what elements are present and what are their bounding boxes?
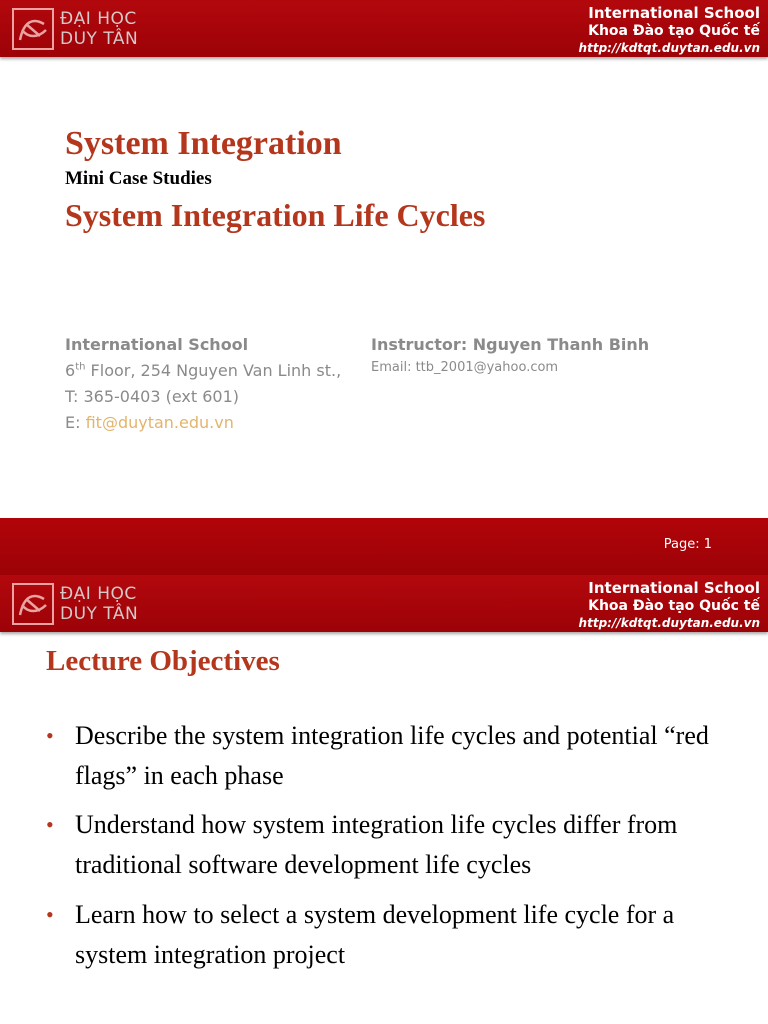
address-street: Floor, 254 Nguyen Van Linh st.,: [85, 361, 342, 380]
school-name: International School: [588, 579, 760, 597]
logo-emblem-icon: [12, 583, 54, 625]
slide-footer: [0, 518, 768, 575]
slide-header: [0, 575, 768, 632]
objective-text: Describe the system integration life cycles and potential “red flags” in each phase: [75, 721, 709, 790]
logo-text-line2: DUY TÂN: [60, 604, 139, 624]
page-number: Page: 1: [663, 537, 712, 552]
objectives-heading: Lecture Objectives: [46, 645, 280, 677]
address-floor-suffix: th: [75, 361, 86, 373]
school-name-vn: Khoa Đào tạo Quốc tế: [588, 598, 760, 614]
objective-text: Understand how system integration life cycles differ from traditional software development life cycles: [75, 810, 678, 879]
lecture-title: System Integration Life Cycles: [65, 197, 486, 233]
org-address: [65, 361, 341, 380]
address-floor-number: 6: [65, 361, 76, 380]
logo-text-line2: DUY TÂN: [60, 29, 139, 49]
school-url[interactable]: http://kdtqt.duytan.edu.vn: [578, 41, 760, 55]
logo-text-line1: ĐẠI HỌC: [60, 584, 137, 604]
bullet-icon: •: [46, 902, 54, 927]
org-email-link[interactable]: fit@duytan.edu.vn: [85, 413, 234, 432]
school-name: International School: [588, 4, 760, 22]
course-title: System Integration: [65, 125, 342, 162]
instructor-email: Email: ttb_2001@yahoo.com: [371, 360, 559, 375]
slide-objectives: [0, 575, 768, 1024]
logo-text-line1: ĐẠI HỌC: [60, 9, 137, 29]
bullet-icon: •: [46, 812, 54, 837]
org-phone: T: 365-0403 (ext 601): [65, 387, 240, 406]
instructor-name: Instructor: Nguyen Thanh Binh: [371, 335, 650, 354]
org-name: International School: [65, 335, 249, 354]
duytan-logo: [12, 8, 142, 50]
org-email-prefix: E:: [65, 413, 86, 432]
school-url[interactable]: http://kdtqt.duytan.edu.vn: [578, 616, 760, 630]
bullet-icon: •: [46, 723, 54, 748]
objective-text: Learn how to select a system development life cycle for a system integration project: [75, 900, 675, 969]
duytan-logo: [12, 583, 142, 625]
org-email: [65, 413, 234, 432]
course-subtitle: Mini Case Studies: [65, 168, 212, 189]
slide-header: [0, 0, 768, 57]
school-name-vn: Khoa Đào tạo Quốc tế: [588, 23, 760, 39]
logo-emblem-icon: [12, 8, 54, 50]
